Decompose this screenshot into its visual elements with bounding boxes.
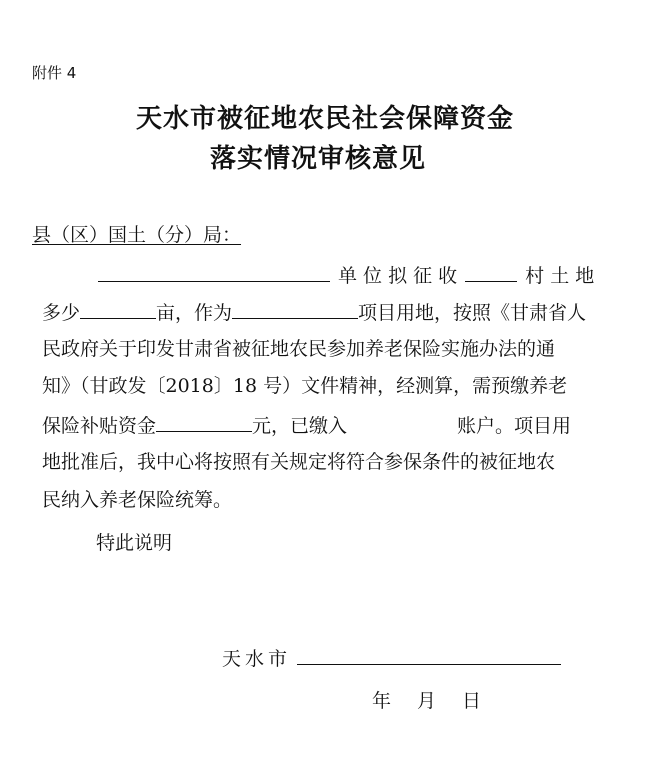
date-year: 年 xyxy=(372,690,392,712)
date-line xyxy=(372,686,481,713)
body-text: 知》（甘政发〔2018〕18 号）文件精神，经测算，需预缴养老 xyxy=(42,375,568,397)
date-day: 日 xyxy=(462,690,482,712)
signature-blank[interactable] xyxy=(297,646,561,665)
addressee xyxy=(32,224,241,247)
body-line-3 xyxy=(42,338,555,361)
body-line-5 xyxy=(42,413,571,438)
area-blank[interactable] xyxy=(80,300,156,319)
body-line-4 xyxy=(42,375,567,398)
body-text: 亩，作为 xyxy=(156,302,233,324)
city-label: 天水市 xyxy=(222,648,292,670)
body-text: 多少 xyxy=(42,302,81,324)
amount-blank[interactable] xyxy=(156,413,252,432)
addressee-text: 县（区）国土（分）局： xyxy=(32,224,242,246)
project-blank[interactable] xyxy=(232,300,358,319)
title-line-1: 天水市被征地农民社会保障资金 xyxy=(136,104,515,134)
body-text: 保险补贴资金 xyxy=(42,415,157,437)
body-line-2 xyxy=(42,300,586,325)
body-text: 民政府关于印发甘肃省被征地农民参加养老保险实施办法的通 xyxy=(42,338,556,360)
signature-line xyxy=(222,644,561,671)
body-text: 村 土 地 xyxy=(525,265,595,287)
title-line-2: 落实情况审核意见 xyxy=(210,144,427,174)
body-text: 地批准后，我中心将按照有关规定将符合参保条件的被征地农 xyxy=(42,451,556,473)
body-text: 账户。项目用 xyxy=(457,415,572,437)
body-line-1 xyxy=(42,263,594,288)
village-blank[interactable] xyxy=(465,263,517,282)
body-text: 民纳入养老保险统筹。 xyxy=(42,489,233,511)
date-month: 月 xyxy=(417,690,437,712)
attachment-label: 附件 4 xyxy=(32,64,77,82)
body-line-6 xyxy=(42,451,555,474)
unit-blank[interactable] xyxy=(98,263,330,282)
body-text: 项目用地，按照《甘肃省人 xyxy=(358,302,587,324)
body-text: 单 位 拟 征 收 xyxy=(338,265,458,287)
closing-text: 特此说明 xyxy=(96,532,173,554)
body-line-7 xyxy=(42,489,232,512)
body-text: 元，已缴入 xyxy=(252,415,348,437)
